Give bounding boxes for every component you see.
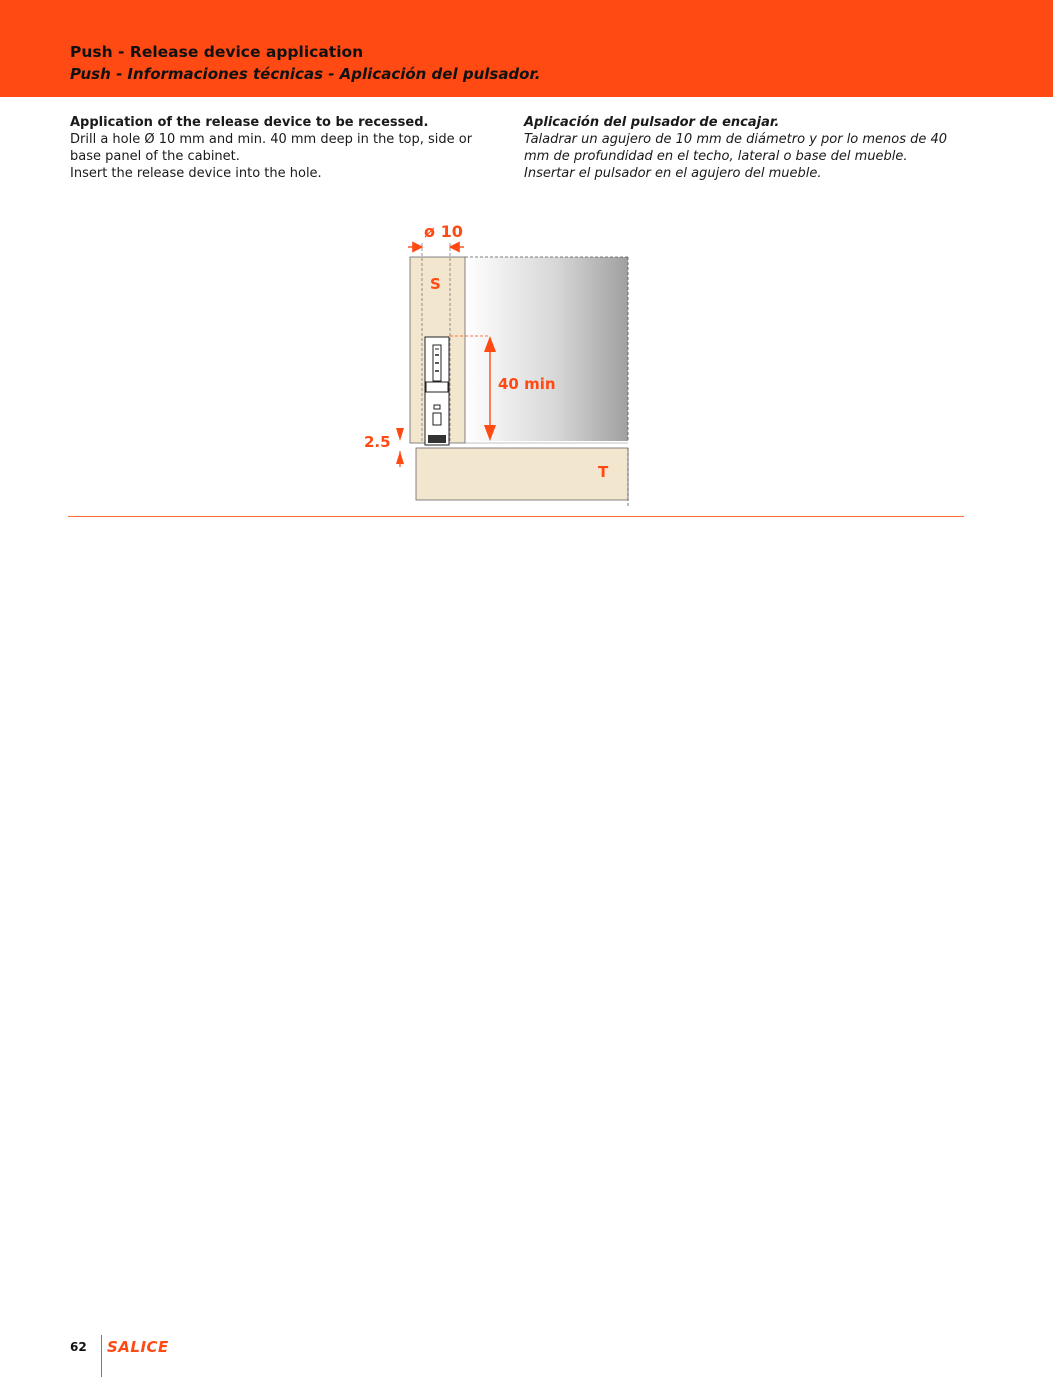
- title-keyword: Push: [70, 43, 113, 61]
- page-title: [70, 43, 363, 61]
- installation-diagram: [350, 215, 650, 515]
- english-body-insert: Insert the release device into the hole.: [70, 166, 322, 181]
- spanish-instructions: [524, 114, 964, 182]
- spanish-body-drill: Taladrar un agujero de 10 mm de diámetro y por lo menos de 40 mm de profundidad en el techo, lateral o base del mueble.: [524, 132, 948, 164]
- spanish-heading: Aplicación del pulsador de encajar.: [524, 115, 780, 130]
- gap-arrow-top: [396, 428, 404, 441]
- page-subtitle: [70, 65, 540, 83]
- title-separator: -: [112, 43, 130, 61]
- subtitle-separator: -: [110, 65, 128, 83]
- diameter-label: ø 10: [424, 222, 463, 241]
- side-panel-label: S: [430, 275, 441, 293]
- top-panel: [416, 448, 628, 500]
- footer-divider: [101, 1335, 102, 1377]
- subtitle-text: Informaciones técnicas - Aplicación del pulsador.: [127, 65, 541, 83]
- english-instructions: [70, 114, 500, 182]
- depth-label: 40 min: [498, 375, 556, 393]
- english-heading: Application of the release device to be recessed.: [70, 115, 429, 130]
- title-text: Release device application: [129, 43, 364, 61]
- release-device: [425, 337, 449, 445]
- section-divider: [68, 516, 964, 517]
- brand-logo: SALICE: [107, 1338, 169, 1356]
- page-number: 62: [70, 1340, 87, 1354]
- spanish-body-insert: Insertar el pulsador en el agujero del mueble.: [524, 166, 822, 181]
- top-panel-label: T: [598, 463, 609, 481]
- gap-label: 2.5: [364, 433, 391, 451]
- english-body-drill: Drill a hole Ø 10 mm and min. 40 mm deep in the top, side or base panel of the cabinet.: [70, 132, 473, 164]
- subtitle-keyword: Push: [70, 65, 111, 83]
